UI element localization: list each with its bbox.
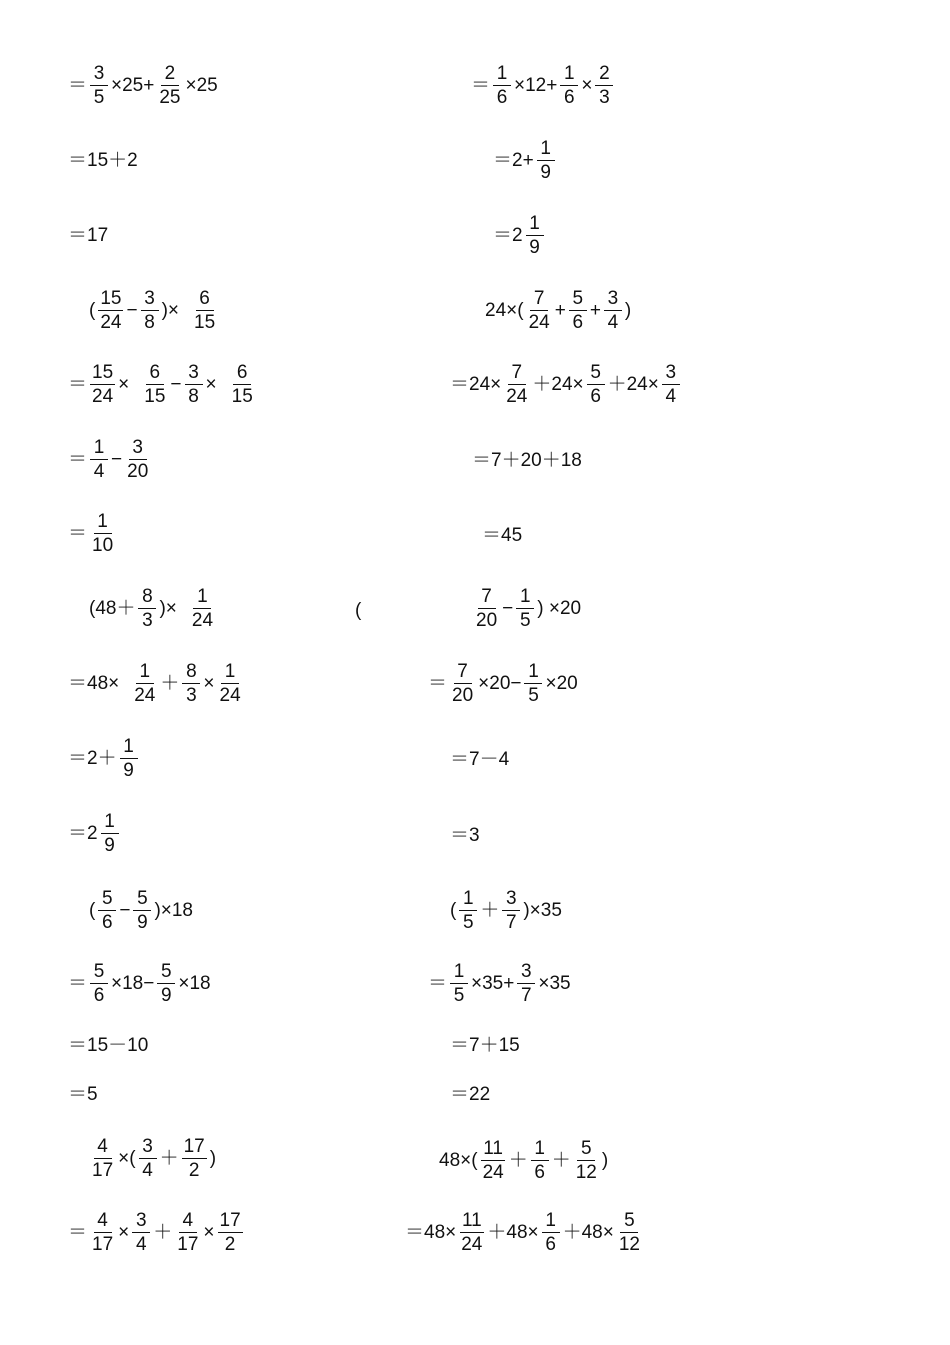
fraction-numerator: 1 — [450, 962, 468, 984]
fraction — [662, 363, 680, 406]
fraction-denominator: 2 — [188, 1159, 200, 1181]
expression-text: ＝2＋ — [68, 747, 117, 769]
fraction-numerator: 17 — [183, 1135, 205, 1157]
fraction — [182, 1137, 207, 1180]
math-line-l6 — [67, 434, 152, 484]
fraction — [450, 962, 468, 1005]
fraction — [190, 587, 215, 630]
expression-text: ＝48× — [68, 672, 120, 694]
fraction — [502, 889, 520, 932]
expression-text: ) — [624, 299, 632, 321]
expression-text: × — [118, 373, 130, 395]
fraction — [604, 289, 622, 332]
fraction — [182, 662, 200, 705]
fraction-numerator: 2 — [161, 64, 179, 86]
fraction — [90, 1211, 115, 1254]
fraction-numerator: 1 — [90, 438, 108, 460]
fraction — [138, 587, 156, 630]
fraction — [450, 662, 475, 705]
expression-text: ＋ — [159, 1147, 179, 1169]
fraction — [587, 363, 605, 406]
fraction-denominator: 4 — [135, 1233, 147, 1255]
fraction-numerator: 7 — [530, 289, 548, 311]
fraction — [90, 962, 108, 1005]
fraction — [90, 1137, 115, 1180]
expression-text: ＝ — [471, 74, 491, 96]
fraction-denominator: 12 — [618, 1233, 640, 1255]
fraction-numerator: 5 — [90, 962, 108, 984]
math-line-r8 — [472, 583, 582, 633]
fraction-numerator: 5 — [620, 1211, 638, 1233]
fraction-numerator: 8 — [182, 662, 200, 684]
fraction-numerator: 6 — [146, 363, 164, 385]
fraction-numerator: 4 — [179, 1211, 197, 1233]
fraction-denominator: 24 — [191, 609, 214, 631]
fraction-denominator: 6 — [572, 311, 584, 333]
fraction — [98, 289, 123, 332]
fraction — [459, 1211, 484, 1254]
fraction-denominator: 20 — [127, 460, 149, 482]
fraction-numerator: 8 — [138, 587, 156, 609]
expression-text: ＝ — [428, 972, 448, 994]
fraction-denominator: 7 — [521, 984, 532, 1006]
fraction-numerator: 3 — [141, 289, 159, 311]
math-line-r1 — [470, 60, 615, 110]
fraction — [542, 1211, 560, 1254]
fraction — [120, 737, 138, 780]
fraction-numerator: 11 — [461, 1209, 482, 1231]
expression-text: ＋ — [508, 1149, 528, 1171]
expression-text: ×12+ — [514, 74, 558, 96]
math-line-r6 — [471, 435, 583, 485]
fraction-numerator: 4 — [94, 1211, 112, 1233]
fraction — [517, 962, 535, 1005]
expression-text: ＋24× — [607, 373, 659, 395]
math-line-r13 — [427, 958, 572, 1008]
fraction — [133, 889, 151, 932]
fraction — [524, 662, 542, 705]
fraction-numerator: 5 — [98, 889, 116, 911]
fraction-numerator: 1 — [493, 64, 511, 86]
expression-text: ×20− — [478, 672, 522, 694]
expression-text: ( — [355, 599, 362, 621]
fraction-denominator: 7 — [506, 911, 517, 933]
fraction — [175, 1211, 200, 1254]
expression-text: )×35 — [523, 899, 562, 921]
expression-text: × — [205, 373, 217, 395]
fraction-numerator: 1 — [531, 1139, 549, 1161]
expression-text: ＋ — [551, 1149, 571, 1171]
expression-text: + — [589, 299, 601, 321]
math-line-l12 — [88, 885, 194, 935]
expression-text: (48＋ — [89, 597, 136, 619]
expression-text: ＋24× — [532, 373, 584, 395]
fraction-denominator: 4 — [607, 311, 619, 333]
expression-text: ＝15＋2 — [68, 149, 138, 171]
math-line-r5 — [449, 359, 682, 409]
fraction-denominator: 15 — [231, 385, 253, 407]
fraction-denominator: 24 — [100, 311, 122, 333]
fraction-denominator: 24 — [134, 684, 156, 706]
fraction-numerator: 3 — [90, 64, 108, 86]
fraction-denominator: 6 — [102, 911, 113, 933]
expression-text: ＝ — [68, 74, 88, 96]
fraction — [157, 962, 175, 1005]
math-line-l2 — [67, 135, 139, 185]
fraction — [132, 1211, 150, 1254]
math-line-l13 — [67, 958, 212, 1008]
fraction-denominator: 17 — [177, 1233, 199, 1255]
fraction-numerator: 7 — [508, 363, 526, 385]
expression-text: ＝22 — [450, 1083, 491, 1105]
fraction — [218, 1211, 243, 1254]
math-line-l11 — [67, 808, 121, 858]
fraction — [537, 139, 555, 182]
fraction-denominator: 24 — [482, 1161, 504, 1183]
fraction-denominator: 24 — [528, 311, 550, 333]
math-line-r9 — [427, 658, 579, 708]
expression-text: ) — [209, 1147, 217, 1169]
expression-text: ＝2+ — [493, 149, 534, 171]
fraction-numerator: 1 — [459, 889, 477, 911]
expression-text: )×18 — [154, 899, 193, 921]
expression-text: ＝48× — [405, 1221, 457, 1243]
math-line-r2 — [492, 135, 557, 185]
math-line-l3 — [67, 210, 109, 260]
fraction-numerator: 1 — [526, 214, 544, 236]
fraction-numerator: 3 — [502, 889, 520, 911]
math-line-l17 — [67, 1207, 245, 1257]
expression-text: ＝15－10 — [68, 1034, 149, 1056]
fraction — [230, 363, 255, 406]
expression-text: ＋ — [160, 672, 180, 694]
expression-text: × — [118, 1221, 130, 1243]
fraction — [142, 363, 167, 406]
expression-text: ＋48× — [562, 1221, 614, 1243]
fraction-numerator: 3 — [139, 1137, 157, 1159]
expression-text: ＋ — [480, 899, 500, 921]
fraction-denominator: 25 — [159, 86, 181, 108]
expression-text: )× — [159, 597, 177, 619]
expression-text: ＋48× — [487, 1221, 539, 1243]
expression-text: ＝2 — [493, 224, 523, 246]
fraction-numerator: 1 — [516, 587, 534, 609]
fraction-numerator: 6 — [196, 289, 214, 311]
fraction-denominator: 24 — [92, 385, 114, 407]
math-line-l14 — [67, 1020, 149, 1070]
expression-text: × — [203, 1221, 215, 1243]
fraction-numerator: 2 — [595, 64, 613, 86]
math-line-r7 — [481, 510, 523, 560]
fraction — [526, 214, 544, 257]
fraction-numerator: 5 — [577, 1139, 595, 1161]
fraction — [90, 64, 108, 107]
fraction — [90, 363, 115, 406]
fraction-numerator: 3 — [129, 438, 147, 460]
expression-text: ) — [601, 1149, 609, 1171]
fraction-numerator: 1 — [101, 812, 119, 834]
expression-text: ( — [450, 899, 457, 921]
fraction — [527, 289, 552, 332]
fraction-denominator: 24 — [506, 385, 528, 407]
math-line-r16 — [438, 1135, 609, 1185]
math-line-r11 — [449, 810, 481, 860]
expression-text: × — [581, 74, 593, 96]
fraction-denominator: 4 — [142, 1159, 153, 1181]
fraction-denominator: 8 — [188, 385, 199, 407]
fraction-numerator: 1 — [193, 587, 211, 609]
fraction-numerator: 7 — [478, 587, 496, 609]
fraction-numerator: 6 — [233, 363, 251, 385]
expression-text: ＝ — [68, 972, 88, 994]
expression-text: ) ×20 — [537, 597, 582, 619]
expression-text: + — [554, 299, 566, 321]
math-line-l9 — [67, 658, 245, 708]
fraction — [595, 64, 613, 107]
expression-text: − — [170, 373, 182, 395]
expression-text: − — [126, 299, 138, 321]
expression-text: ×( — [118, 1147, 136, 1169]
fraction — [90, 512, 115, 555]
fraction-numerator: 17 — [219, 1209, 241, 1231]
expression-text: ＝7＋15 — [450, 1034, 520, 1056]
fraction-denominator: 5 — [453, 984, 465, 1006]
expression-text: ( — [89, 899, 96, 921]
expression-text: ＝ — [68, 373, 88, 395]
fraction — [132, 662, 157, 705]
fraction — [493, 64, 511, 107]
fraction-denominator: 8 — [144, 311, 155, 333]
fraction-denominator: 9 — [137, 911, 148, 933]
fraction-denominator: 20 — [452, 684, 474, 706]
math-line-r3 — [492, 210, 546, 260]
fraction — [531, 1139, 549, 1182]
fraction-numerator: 5 — [587, 363, 605, 385]
expression-text: ×35+ — [471, 972, 515, 994]
fraction-denominator: 9 — [104, 834, 115, 856]
fraction-denominator: 17 — [92, 1233, 114, 1255]
fraction-numerator: 1 — [560, 64, 578, 86]
fraction-denominator: 6 — [590, 385, 601, 407]
math-line-l16 — [88, 1133, 217, 1183]
fraction — [474, 587, 499, 630]
fraction — [481, 1139, 506, 1182]
expression-text: − — [111, 448, 123, 470]
math-line-r15 — [449, 1069, 491, 1119]
fraction-denominator: 10 — [92, 534, 114, 556]
expression-text: ＝2 — [68, 822, 98, 844]
math-line-l4 — [88, 285, 219, 335]
fraction-denominator: 9 — [161, 984, 172, 1006]
expression-text: ＋ — [153, 1221, 173, 1243]
expression-text: ＝ — [68, 1221, 88, 1243]
math-line-l8 — [88, 583, 217, 633]
fraction-denominator: 3 — [186, 684, 197, 706]
fraction — [617, 1211, 642, 1254]
fraction-numerator: 1 — [537, 139, 555, 161]
fraction-denominator: 5 — [93, 86, 105, 108]
fraction — [90, 438, 108, 481]
expression-text: ×25+ — [111, 74, 155, 96]
fraction-numerator: 4 — [94, 1137, 112, 1159]
math-line-l15 — [67, 1069, 99, 1119]
fraction-numerator: 11 — [483, 1137, 503, 1159]
fraction-denominator: 15 — [194, 311, 216, 333]
fraction-numerator: 1 — [221, 662, 239, 684]
expression-text: ＝7＋20＋18 — [472, 449, 582, 471]
math-line-r8p — [354, 585, 362, 635]
fraction-denominator: 6 — [496, 86, 508, 108]
fraction-denominator: 9 — [529, 236, 540, 258]
math-line-r17 — [404, 1207, 644, 1257]
fraction — [218, 662, 243, 705]
fraction-denominator: 5 — [519, 609, 531, 631]
fraction-denominator: 5 — [463, 911, 474, 933]
fraction-denominator: 9 — [123, 759, 134, 781]
fraction — [141, 289, 159, 332]
fraction-denominator: 15 — [144, 385, 166, 407]
fraction — [98, 889, 116, 932]
expression-text: × — [203, 672, 215, 694]
expression-text: ＝7－4 — [450, 748, 510, 770]
fraction-denominator: 6 — [545, 1233, 556, 1255]
fraction-numerator: 1 — [94, 512, 112, 534]
expression-text: ×18 — [178, 972, 211, 994]
fraction — [157, 64, 182, 107]
fraction — [139, 1137, 157, 1180]
fraction-denominator: 24 — [219, 684, 241, 706]
fraction-numerator: 3 — [132, 1211, 150, 1233]
math-line-r14 — [449, 1020, 521, 1070]
expression-text: )× — [161, 299, 180, 321]
fraction-denominator: 3 — [599, 86, 610, 108]
fraction-numerator: 3 — [517, 962, 535, 984]
math-line-r4 — [484, 285, 632, 335]
fraction-denominator: 17 — [92, 1159, 114, 1181]
fraction — [125, 438, 150, 481]
fraction-numerator: 15 — [92, 361, 114, 383]
fraction — [504, 363, 529, 406]
fraction-denominator: 2 — [224, 1233, 236, 1255]
fraction-denominator: 20 — [476, 609, 498, 631]
fraction — [192, 289, 217, 332]
expression-text: − — [502, 597, 514, 619]
math-line-l1 — [67, 60, 219, 110]
fraction-denominator: 4 — [93, 460, 105, 482]
fraction-numerator: 1 — [120, 737, 138, 759]
fraction-denominator: 6 — [564, 86, 575, 108]
expression-text: ＝24× — [450, 373, 502, 395]
expression-text: 24×( — [485, 299, 524, 321]
fraction — [459, 889, 477, 932]
fraction-denominator: 6 — [93, 984, 105, 1006]
fraction-denominator: 9 — [540, 161, 551, 183]
fraction-numerator: 5 — [569, 289, 587, 311]
fraction-numerator: 15 — [100, 287, 122, 309]
fraction-denominator: 5 — [528, 684, 539, 706]
expression-text: ×25 — [185, 74, 218, 96]
expression-text: ＝ — [68, 448, 88, 470]
fraction — [516, 587, 534, 630]
expression-text: ＝5 — [68, 1083, 98, 1105]
math-line-l5 — [67, 359, 257, 409]
fraction-numerator: 7 — [454, 662, 472, 684]
fraction-denominator: 6 — [534, 1161, 545, 1183]
expression-text: ＝45 — [482, 524, 523, 546]
expression-text: ＝ — [68, 522, 88, 544]
math-line-l7 — [67, 508, 117, 558]
fraction — [569, 289, 587, 332]
fraction-denominator: 24 — [461, 1233, 483, 1255]
expression-text: ＝3 — [450, 824, 480, 846]
fraction-numerator: 5 — [133, 889, 151, 911]
fraction-denominator: 4 — [665, 385, 677, 407]
math-line-l10 — [67, 733, 140, 783]
math-line-r10 — [449, 734, 510, 784]
expression-text: ×35 — [538, 972, 571, 994]
expression-text: ＝17 — [68, 224, 109, 246]
fraction-numerator: 3 — [185, 363, 203, 385]
expression-text: ×18− — [111, 972, 155, 994]
fraction-numerator: 1 — [524, 662, 542, 684]
math-line-r12 — [449, 885, 563, 935]
expression-text: 48×( — [439, 1149, 478, 1171]
expression-text: ＝ — [428, 672, 448, 694]
fraction-denominator: 12 — [575, 1161, 597, 1183]
fraction — [574, 1139, 599, 1182]
expression-text: ( — [89, 299, 96, 321]
fraction-numerator: 3 — [604, 289, 622, 311]
fraction-denominator: 3 — [142, 609, 153, 631]
fraction-numerator: 3 — [662, 363, 680, 385]
fraction-numerator: 1 — [136, 662, 154, 684]
fraction-numerator: 1 — [542, 1211, 560, 1233]
fraction-numerator: 5 — [157, 962, 175, 984]
expression-text: − — [119, 899, 131, 921]
expression-text: ×20 — [545, 672, 578, 694]
fraction — [185, 363, 203, 406]
fraction — [560, 64, 578, 107]
fraction — [101, 812, 119, 855]
